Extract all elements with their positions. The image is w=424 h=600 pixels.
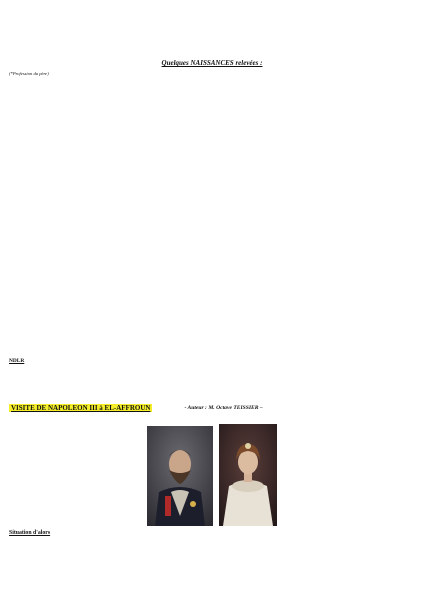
births-heading-text: Quelques NAISSANCES relevées : xyxy=(161,59,263,67)
note-label: NDLR xyxy=(9,358,25,364)
empress-portrait-drawing xyxy=(219,424,277,526)
births-heading xyxy=(9,59,415,67)
situation-label: Situation d'alors xyxy=(9,530,51,536)
intro-paragraph xyxy=(9,6,415,56)
visit-author: - Auteur : M. Octave TEISSIER – xyxy=(184,405,263,411)
emperor-portrait-drawing xyxy=(147,426,213,526)
visit-header xyxy=(9,404,415,412)
profession-note: (*Profession du père) xyxy=(9,71,49,76)
emperor-portrait-image xyxy=(147,426,213,526)
editor-note xyxy=(9,358,415,400)
empress-portrait-image xyxy=(219,424,277,526)
portraits xyxy=(9,418,415,526)
visit-title: VISITE DE NAPOLEON III à EL-AFFROUN xyxy=(11,404,151,412)
births-list xyxy=(9,82,415,354)
situation-paragraph xyxy=(9,530,415,560)
